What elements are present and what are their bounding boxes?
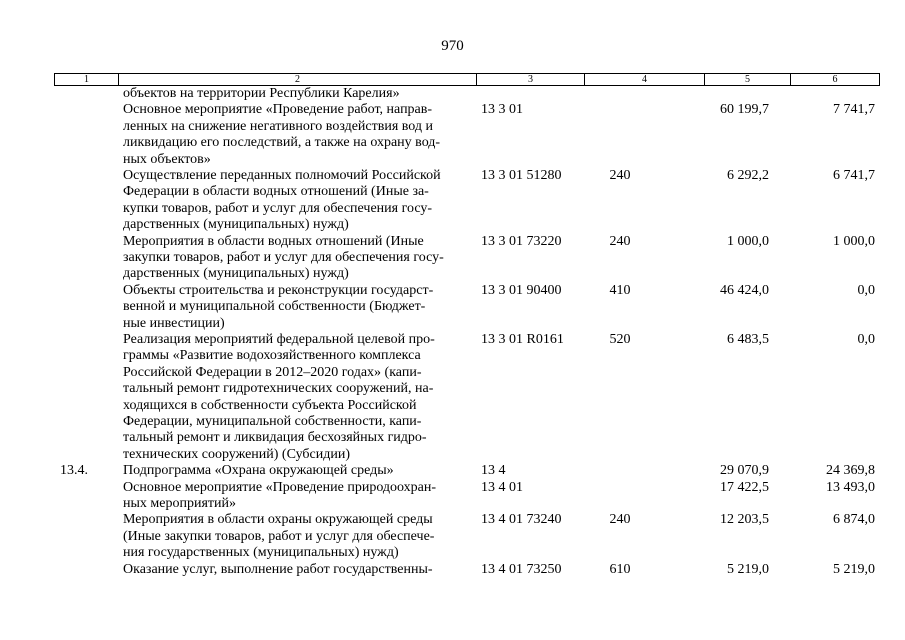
row-amount-col5: 17 422,5	[720, 479, 769, 495]
row-expense-type: 240	[609, 512, 631, 528]
row-amount-col5: 12 203,5	[720, 512, 769, 528]
row-name-line: Федерации в области водных отношений (Иные за-	[123, 184, 429, 200]
row-name-line: объектов на территории Республики Карелия»	[123, 86, 400, 101]
row-amount-col6: 6 874,0	[833, 512, 875, 528]
row-amount-col6: 0,0	[857, 282, 875, 298]
row-expense-type: 240	[609, 168, 631, 183]
row-name-line: Объекты строительства и реконструкции государст-	[123, 282, 434, 298]
row-amount-col6: 7 741,7	[833, 102, 875, 118]
row-name	[123, 168, 470, 234]
row-name-line: Осуществление переданных полномочий Российской	[123, 168, 441, 183]
row-name-line: (Иные закупки товаров, работ и услуг для обеспече-	[123, 528, 435, 544]
row-name-line: Подпрограмма «Охрана окружающей среды»	[123, 463, 394, 479]
row-name-line: ленных на снижение негативного воздействия вод и	[123, 118, 434, 134]
row-amount-col6: 1 000,0	[833, 233, 875, 249]
row-target-code: 13 3 01 51280	[481, 168, 562, 183]
row-amount-col6: 0,0	[857, 332, 875, 347]
table-header	[54, 73, 880, 86]
row-target-code: 13 4	[481, 463, 506, 479]
row-target-code: 13 4 01 73250	[481, 561, 562, 577]
row-name-line: Оказание услуг, выполнение работ государственны-	[123, 561, 433, 577]
row-name	[123, 86, 470, 102]
row-amount-col6: 6 741,7	[833, 168, 875, 183]
column-header-6: 6	[790, 74, 880, 85]
row-name-line: Российской Федерации в 2012–2020 годах» (капи-	[123, 364, 422, 380]
row-name-line: ходящихся в собственности субъекта Российской	[123, 397, 417, 413]
row-name-line: Федерации, муниципальной собственности, капи-	[123, 414, 422, 430]
row-target-code: 13 3 01	[481, 102, 523, 118]
row-name-line: Основное мероприятие «Проведение работ, направ-	[123, 102, 433, 118]
row-name-line: ния государственных (муниципальных) нужд)	[123, 545, 399, 561]
row-name-line: дарственных (муниципальных) нужд)	[123, 217, 349, 233]
row-name	[123, 283, 470, 332]
row-expense-type: 410	[609, 282, 631, 298]
row-amount-col5: 60 199,7	[720, 102, 769, 118]
row-amount-col5: 6 292,2	[727, 168, 769, 183]
row-name	[123, 332, 470, 463]
row-name-line: Основное мероприятие «Проведение природоохран-	[123, 479, 437, 495]
row-name-line: ные инвестиции)	[123, 315, 225, 331]
page-number: 970	[441, 38, 464, 54]
row-name-line: граммы «Развитие водохозяйственного комплекса	[123, 348, 421, 364]
row-name-line: Мероприятия в области водных отношений (Иные	[123, 233, 424, 249]
row-name-line: технических сооружений) (Субсидии)	[123, 446, 350, 462]
row-name	[123, 234, 470, 283]
row-amount-col5: 6 483,5	[727, 332, 769, 347]
column-header-5: 5	[704, 74, 790, 85]
row-name-line: дарственных (муниципальных) нужд)	[123, 266, 349, 282]
row-target-code: 13 3 01 90400	[481, 282, 562, 298]
row-name-line: ных мероприятий»	[123, 496, 236, 511]
row-amount-col5: 46 424,0	[720, 282, 769, 298]
column-header-4: 4	[584, 74, 704, 85]
row-name	[123, 480, 470, 513]
row-name-line: купки товаров, работ и услуг для обеспечения госу-	[123, 200, 433, 216]
row-name	[123, 562, 470, 578]
row-amount-col5: 5 219,0	[727, 561, 769, 577]
row-target-code: 13 4 01	[481, 479, 523, 495]
row-amount-col6: 24 369,8	[826, 463, 875, 479]
column-header-2: 2	[118, 74, 476, 85]
row-number: 13.4.	[60, 463, 88, 479]
row-target-code: 13 3 01 R0161	[481, 332, 564, 347]
row-amount-col5: 29 070,9	[720, 463, 769, 479]
column-header-1: 1	[54, 74, 118, 85]
row-name	[123, 512, 470, 561]
row-name	[123, 102, 470, 168]
column-header-3: 3	[476, 74, 584, 85]
row-target-code: 13 4 01 73240	[481, 512, 562, 528]
row-target-code: 13 3 01 73220	[481, 233, 562, 249]
row-name-line: закупки товаров, работ и услуг для обеспечения госу-	[123, 250, 444, 265]
row-expense-type: 240	[609, 233, 631, 249]
row-name-line: ликвидацию его последствий, а также на охрану вод-	[123, 135, 441, 151]
row-name-line: ных объектов»	[123, 151, 211, 167]
row-name-line: Мероприятия в области охраны окружающей среды	[123, 512, 433, 528]
row-amount-col5: 1 000,0	[727, 233, 769, 249]
row-name-line: Реализация мероприятий федеральной целевой про-	[123, 332, 435, 347]
row-name-line: тальный ремонт гидротехнических сооружений, на-	[123, 381, 434, 397]
row-amount-col6: 13 493,0	[826, 479, 875, 495]
row-name-line: венной и муниципальной собственности (Бюджет-	[123, 299, 426, 315]
row-amount-col6: 5 219,0	[833, 561, 875, 577]
row-expense-type: 610	[609, 561, 631, 577]
row-expense-type: 520	[609, 332, 631, 347]
row-name-line: тальный ремонт и ликвидация бесхозяйных гидро-	[123, 430, 427, 446]
row-name	[123, 463, 470, 479]
